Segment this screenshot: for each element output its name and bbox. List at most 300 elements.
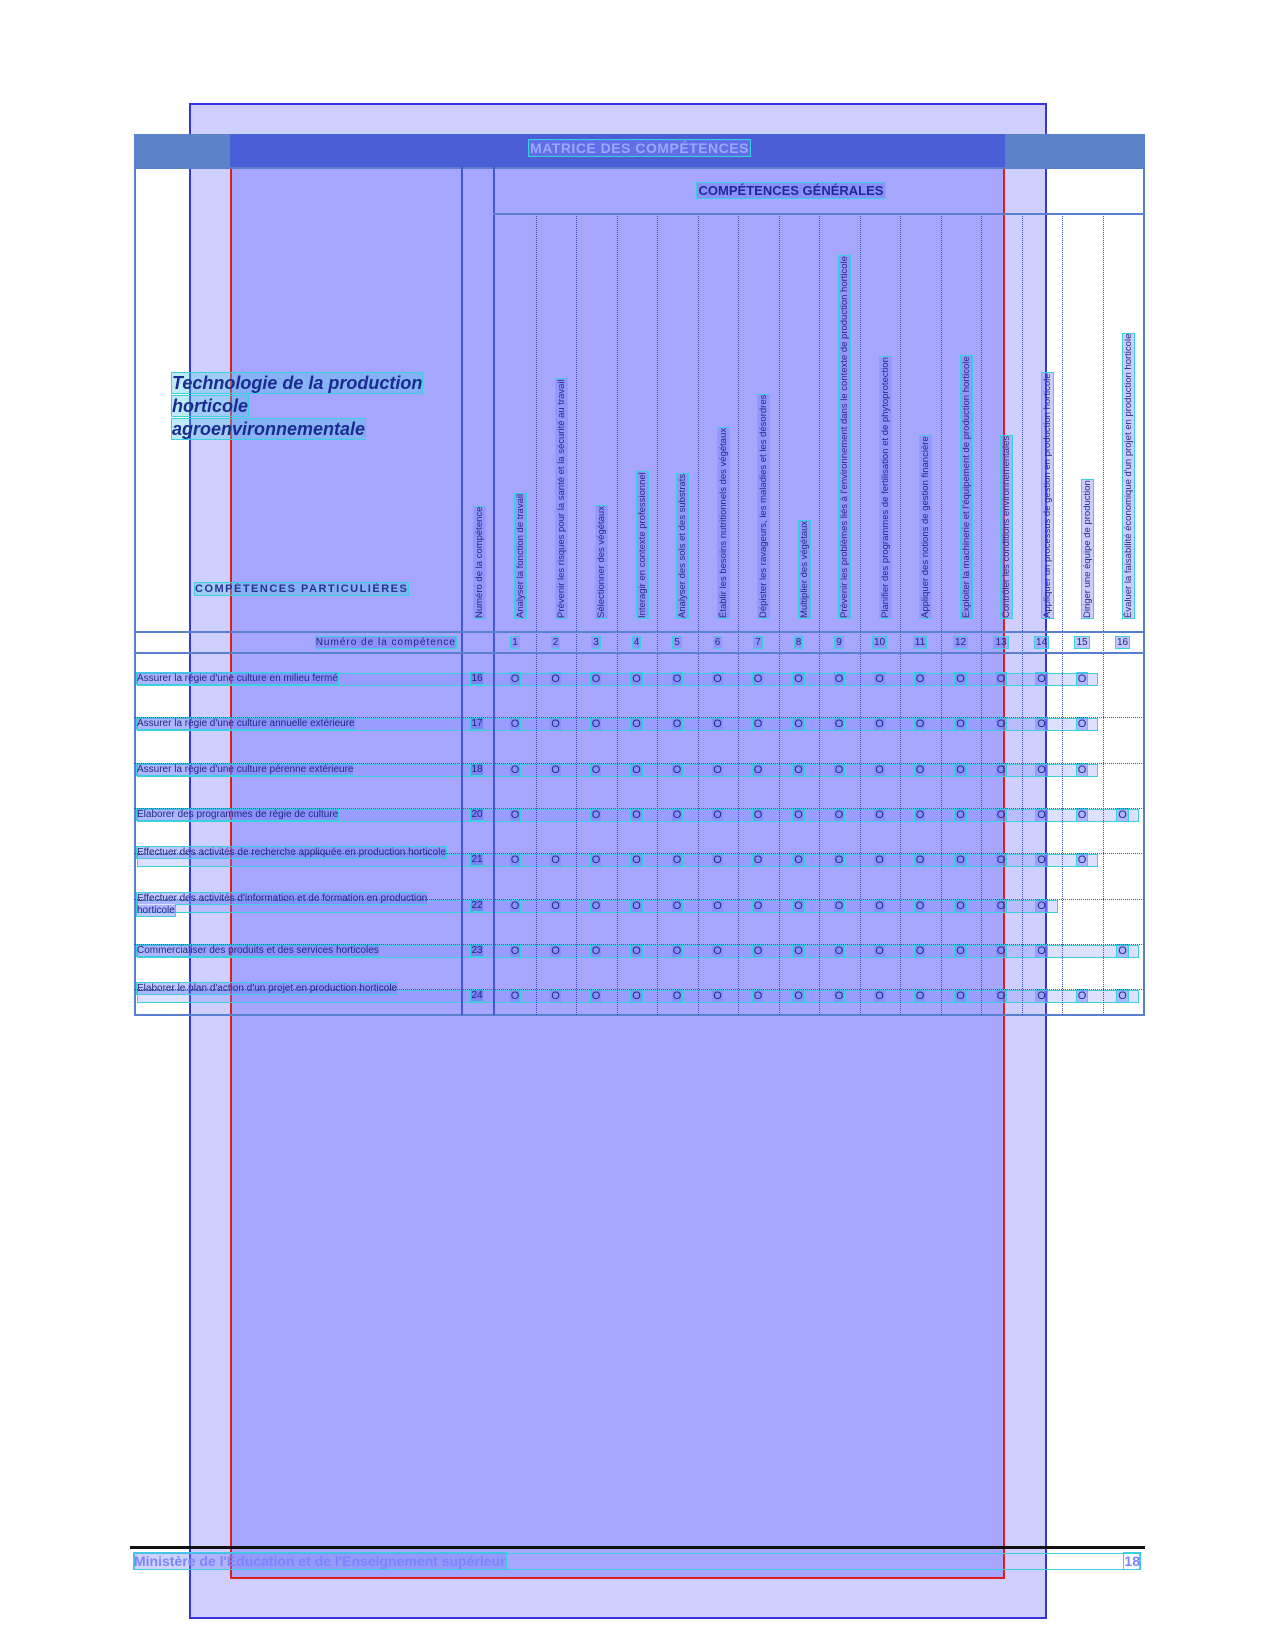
general-competency-number [823,637,855,648]
general-competency-header [823,218,855,618]
particular-competency-label-text: Effectuer des activités de recherche appliquée en production horticole [137,847,446,859]
matrix-cell-mark [702,945,734,957]
general-competency-header [661,218,693,618]
matrix-cell-mark [945,945,977,957]
matrix-cell-mark-text: O [672,808,682,821]
matrix-cell-mark [742,854,774,866]
matrix-cell-mark [985,673,1017,685]
matrix-cell-mark [702,854,734,866]
matrix-cell-mark [661,718,693,730]
matrix-cell-mark-text: O [996,763,1006,776]
particular-competency-number-text: 22 [471,899,483,911]
matrix-cell-mark [580,990,612,1002]
footer-page-number [1124,1553,1140,1569]
matrix-cell-mark [1066,809,1098,821]
general-competency-header-rotator [1001,436,1012,618]
matrix-cell-mark [904,673,936,685]
matrix-cell-mark [985,764,1017,776]
general-competency-header [985,218,1017,618]
matrix-cell-mark-text: O [834,990,844,1003]
matrix-cell-mark [742,673,774,685]
general-competency-number-text: 2 [552,637,559,648]
particular-competency-label-text: Assurer la régie d'une culture pérenne extérieure [137,763,354,775]
matrix-cell-mark [621,990,653,1002]
matrix-cell-mark [540,945,572,957]
general-competency-header-rotator [677,474,688,618]
matrix-cell-mark-text: O [915,763,925,776]
grid-vertical-line [1103,213,1104,1015]
particular-competency-number [462,945,492,956]
general-competency-header [499,218,531,618]
matrix-cell-mark [1107,809,1139,821]
matrix-cell-mark [742,718,774,730]
general-competency-header-rotator [1082,480,1093,618]
matrix-cell-mark-text: O [551,899,560,912]
matrix-cell-mark-text: O [632,990,641,1003]
general-competency-number [1107,637,1139,648]
matrix-cell-mark-text: O [956,673,965,685]
matrix-cell-mark [702,764,734,776]
general-competency-header-rotator [839,256,850,618]
footer-rule [130,1546,1145,1549]
general-competency-number-text: 10 [873,637,886,648]
particular-competency-label-text: Assurer la régie d'une culture en milieu fermé [137,673,338,684]
matrix-cell-mark [702,809,734,821]
general-competency-header [1026,218,1058,618]
matrix-cell-mark-text: O [551,673,560,685]
particular-competency-number [462,673,492,684]
particular-competency-label [137,945,457,957]
matrix-cell-mark-text: O [956,944,965,957]
matrix-cell-mark-text: O [753,854,763,867]
particular-competency-number [462,809,492,820]
matrix-cell-mark [540,854,572,866]
matrix-cell-mark-text: O [632,763,641,776]
general-competency-header-rotator [920,436,931,618]
particular-competency-number [462,718,492,729]
particular-competency-label-text: Élaborer des programmes de régie de culture [137,808,339,820]
grid-horizontal-line [134,899,1144,900]
particular-competency-number [462,764,492,775]
matrix-cell-mark [621,900,653,912]
matrix-cell-mark [945,718,977,730]
matrix-cell-mark-text: O [1037,854,1046,867]
matrix-cell-mark-text: O [510,673,520,685]
matrix-cell-mark [580,854,612,866]
matrix-cell-mark [904,764,936,776]
matrix-cell-mark-text: O [996,718,1006,731]
matrix-cell-mark-text: O [1077,990,1087,1003]
matrix-cell-mark [904,990,936,1002]
matrix-cell-mark-text: O [915,990,925,1003]
matrix-cell-mark-text: O [753,718,763,731]
particular-competency-number [462,990,492,1001]
grid-vertical-line [981,213,982,1015]
grid-vertical-line [1022,213,1023,1015]
matrix-cell-mark-text: O [1037,673,1046,685]
grid-horizontal-line [134,944,1144,945]
matrix-cell-mark-text: O [591,718,601,731]
matrix-cell-mark [702,990,734,1002]
matrix-cell-mark-text: O [794,990,803,1003]
general-competency-header-rotator [880,357,891,618]
matrix-cell-mark-text: O [510,808,520,821]
matrix-cell-mark-text: O [672,990,682,1003]
matrix-cell-mark-text: O [915,673,925,685]
general-competency-header-rotator [961,356,972,618]
matrix-cell-mark [904,900,936,912]
matrix-cell-mark [742,900,774,912]
matrix-cell-mark-text: O [510,718,520,731]
matrix-title [134,140,1145,156]
matrix-cell-mark [661,900,693,912]
matrix-cell-mark-text: O [713,944,722,957]
general-competency-number-text: 8 [795,637,802,648]
grid-horizontal-line [134,631,1144,633]
grid-vertical-line [941,213,942,1015]
matrix-cell-mark-text: O [753,808,763,821]
general-competency-header-rotator [637,472,648,618]
matrix-cell-mark-text: O [996,808,1006,821]
matrix-cell-mark-text: O [753,763,763,776]
matrix-cell-mark-text: O [834,673,844,685]
competences-generales-heading [494,183,1088,198]
general-competency-header [783,218,815,618]
matrix-cell-mark-text: O [591,673,601,685]
particular-competency-number [462,854,492,865]
matrix-cell-mark-text: O [591,944,601,957]
general-competency-header [1066,218,1098,618]
general-competency-header [702,218,734,618]
matrix-cell-mark-text: O [834,808,844,821]
matrix-cell-mark [783,764,815,776]
matrix-cell-mark [621,673,653,685]
matrix-cell-mark [742,764,774,776]
general-competency-number [661,637,693,648]
general-competency-header [864,218,896,618]
general-competency-header-rotator [718,428,729,618]
matrix-cell-mark-text: O [956,899,965,912]
general-competency-header-rotator [799,521,810,618]
matrix-cell-mark-text: O [875,990,884,1003]
matrix-cell-mark [580,764,612,776]
general-competency-header-rotator [596,506,607,618]
matrix-cell-mark-text: O [1077,718,1087,731]
matrix-cell-mark [540,900,572,912]
matrix-cell-mark-text: O [794,763,803,776]
matrix-cell-mark-text: O [956,763,965,776]
matrix-cell-mark [1107,945,1139,957]
matrix-cell-mark-text: O [510,899,520,912]
matrix-cell-mark-text: O [753,990,763,1003]
matrix-cell-mark [783,673,815,685]
matrix-cell-mark-text: O [1077,673,1087,685]
general-competency-header [1107,218,1139,618]
matrix-cell-mark [783,990,815,1002]
program-title [172,372,432,441]
matrix-cell-mark [1026,854,1058,866]
grid-vertical-line [1062,213,1063,1015]
matrix-cell-mark-text: O [510,944,520,957]
general-competency-number-text: 7 [755,637,761,648]
grid-vertical-line [493,167,495,1015]
matrix-cell-mark [621,718,653,730]
grid-horizontal-line [134,763,1144,764]
matrix-cell-mark-text: O [996,990,1006,1003]
matrix-cell-mark-text: O [672,718,682,731]
matrix-cell-mark [864,673,896,685]
matrix-cell-mark [1066,990,1098,1002]
grid-vertical-line [576,213,577,1015]
matrix-cell-mark [499,990,531,1002]
grid-vertical-line [698,213,699,1015]
matrix-cell-mark [864,809,896,821]
general-competency-header [540,218,572,618]
matrix-cell-mark [621,854,653,866]
grid-vertical-line [860,213,861,1015]
matrix-cell-mark [945,673,977,685]
matrix-cell-mark-text: O [1037,899,1046,912]
matrix-cell-mark [823,990,855,1002]
matrix-cell-mark-text: O [1118,808,1127,821]
matrix-cell-mark-text: O [672,899,682,912]
matrix-cell-mark-text: O [915,944,925,957]
general-competency-number [783,637,815,648]
matrix-cell-mark-text: O [794,854,803,867]
matrix-cell-mark-text: O [672,944,682,957]
general-competency-number [580,637,612,648]
grid-vertical-line [536,213,537,1015]
matrix-cell-mark-text: O [510,854,520,867]
matrix-cell-mark [580,900,612,912]
matrix-cell-mark [499,809,531,821]
matrix-cell-mark-text: O [834,854,844,867]
general-competency-number [1026,637,1058,648]
matrix-cell-mark-text: O [510,990,520,1003]
matrix-cell-mark [702,673,734,685]
matrix-cell-mark-text: O [875,718,884,731]
matrix-cell-mark-text: O [632,899,641,912]
matrix-cell-mark-text: O [713,673,722,685]
matrix-cell-mark [661,854,693,866]
matrix-cell-mark-text: O [713,763,722,776]
matrix-cell-mark [499,945,531,957]
matrix-cell-mark [499,900,531,912]
footer-ministry-text: Ministère de l'Éducation et de l'Enseignement supérieur [134,1553,506,1569]
matrix-cell-mark [540,764,572,776]
general-competency-header-rotator [1042,373,1053,618]
numero-row-label-text: Numéro de la compétence [315,637,456,648]
general-competency-header-text: Prévenir les problèmes liés à l'environnement dans le contexte de production horticole [839,256,850,618]
matrix-cell-mark [540,718,572,730]
matrix-cell-mark-text: O [713,718,722,731]
matrix-cell-mark [823,809,855,821]
matrix-cell-mark [702,718,734,730]
matrix-cell-mark [621,945,653,957]
matrix-cell-mark-text: O [672,673,682,685]
general-competency-header-rotator [758,395,769,618]
matrix-cell-mark [823,945,855,957]
matrix-cell-mark-text: O [996,944,1006,957]
matrix-cell-mark [580,945,612,957]
matrix-cell-mark [661,673,693,685]
particular-competency-number-text: 20 [471,808,483,820]
general-competency-number [742,637,774,648]
matrix-cell-mark [1066,764,1098,776]
matrix-cell-mark [945,900,977,912]
general-competency-header-rotator [515,494,526,618]
matrix-cell-mark [540,673,572,685]
matrix-cell-mark [864,900,896,912]
footer-page-number-text: 18 [1124,1553,1140,1569]
general-competency-header-text: Évaluer la faisabilité économique d'un projet en production horticole [1122,333,1134,618]
matrix-cell-mark [945,990,977,1002]
matrix-cell-mark-text: O [996,854,1006,867]
matrix-cell-mark [742,990,774,1002]
particular-competency-number-text: 18 [471,763,483,775]
general-competency-header-rotator [556,379,567,618]
matrix-cell-mark-text: O [875,763,884,776]
matrix-cell-mark-text: O [794,808,803,821]
competences-generales-text: COMPÉTENCES GÉNÉRALES [698,183,884,198]
particular-competency-number-text: 23 [471,944,483,956]
general-competency-number-text: 16 [1116,637,1129,648]
matrix-cell-mark-text: O [591,899,601,912]
matrix-cell-mark-text: O [591,990,601,1003]
particular-competency-label [137,673,457,685]
matrix-cell-mark-text: O [915,808,925,821]
general-competency-header-text: Analyser la fonction de travail [515,493,526,618]
matrix-cell-mark-text: O [875,899,884,912]
grid-vertical-line [461,167,463,1015]
grid-vertical-line [617,213,618,1015]
competences-particulieres-text: COMPÉTENCES PARTICULIÈRES [195,583,409,595]
general-competency-number-text: 12 [954,637,967,648]
matrix-cell-mark-text: O [713,854,722,867]
matrix-cell-mark [1026,945,1058,957]
general-competency-header [945,218,977,618]
matrix-cell-mark-text: O [1118,990,1127,1003]
matrix-cell-mark-text: O [1037,763,1046,776]
matrix-cell-mark-text: O [510,763,520,776]
particular-competency-number-text: 16 [471,673,483,684]
matrix-cell-mark [864,854,896,866]
matrix-cell-mark-text: O [672,854,682,867]
matrix-cell-mark-text: O [591,854,601,867]
matrix-cell-mark-text: O [753,944,763,957]
matrix-cell-mark [1026,990,1058,1002]
general-competency-header-rotator [1123,334,1134,618]
matrix-cell-mark-text: O [915,854,925,867]
matrix-cell-mark [1066,718,1098,730]
matrix-cell-mark [783,718,815,730]
matrix-cell-mark [702,900,734,912]
matrix-cell-mark-text: O [591,763,601,776]
particular-competency-label [137,893,457,917]
grid-horizontal-line [134,652,1144,654]
matrix-cell-mark [783,945,815,957]
matrix-cell-mark-text: O [632,673,641,685]
matrix-cell-mark [945,809,977,821]
particular-competency-label [137,718,457,730]
matrix-cell-mark-text: O [591,808,601,821]
matrix-cell-mark [1066,854,1098,866]
matrix-cell-mark [904,718,936,730]
particular-competency-label-text: Assurer la régie d'une culture annuelle extérieure [137,718,355,730]
matrix-cell-mark-text: O [1077,854,1087,867]
matrix-cell-mark [580,673,612,685]
general-competency-header [621,218,653,618]
matrix-cell-mark [661,764,693,776]
program-title-line1: Technologie de la production [172,373,423,393]
matrix-cell-mark [985,854,1017,866]
matrix-cell-mark-text: O [915,718,925,731]
matrix-cell-mark [823,854,855,866]
matrix-cell-mark-text: O [956,718,965,731]
matrix-cell-mark-text: O [875,944,884,957]
matrix-cell-mark [580,718,612,730]
particular-competency-label-text: Commercialiser des produits et des services horticoles [137,944,379,956]
particular-competency-number-text: 24 [471,990,483,1002]
matrix-cell-mark [823,718,855,730]
matrix-cell-mark-text: O [1077,763,1087,776]
matrix-cell-mark [985,809,1017,821]
matrix-cell-mark [864,945,896,957]
matrix-cell-mark-text: O [632,854,641,867]
general-competency-header-text: Dépister les ravageurs, les maladies et les désordres [758,394,769,618]
grid-horizontal-line [134,717,1144,718]
matrix-cell-mark [661,945,693,957]
matrix-cell-mark [904,854,936,866]
general-competency-number-text: 5 [674,637,680,648]
matrix-cell-mark [985,990,1017,1002]
general-competency-header [904,218,936,618]
matrix-cell-mark [904,809,936,821]
general-competency-number-text: 3 [593,637,599,648]
matrix-cell-mark-text: O [1037,808,1046,821]
matrix-cell-mark [1026,673,1058,685]
matrix-cell-mark [945,854,977,866]
matrix-cell-mark [499,718,531,730]
general-competency-number-text: 13 [995,637,1007,648]
matrix-cell-mark-text: O [632,718,641,731]
particular-competency-number-text: 17 [471,718,483,730]
matrix-cell-mark-text: O [794,944,803,957]
matrix-cell-mark-text: O [713,808,722,821]
grid-horizontal-line [134,808,1144,809]
matrix-cell-mark-text: O [875,808,884,821]
particular-competency-label [137,809,457,821]
particular-competency-label-text: Élaborer le plan d'action d'un projet en production horticole [137,983,398,995]
matrix-cell-mark [1026,900,1058,912]
matrix-cell-mark [1107,990,1139,1002]
matrix-cell-mark-text: O [794,899,803,912]
general-competency-header [580,218,612,618]
matrix-cell-mark-text: O [875,854,884,867]
matrix-cell-mark-text: O [875,673,884,685]
matrix-cell-mark-text: O [672,763,682,776]
matrix-cell-mark-text: O [794,673,803,685]
general-competency-number-text: 14 [1035,637,1048,648]
matrix-cell-mark [742,945,774,957]
matrix-cell-mark-text: O [1037,718,1046,731]
general-competency-header-text: Établir les besoins nutritionnels des végétaux [717,427,729,618]
matrix-cell-mark [499,854,531,866]
matrix-cell-mark-text: O [753,673,763,685]
general-competency-number [702,637,734,648]
general-competency-header-text: Appliquer un processus de gestion en production horticole [1041,373,1053,618]
matrix-cell-mark-text: O [915,899,925,912]
